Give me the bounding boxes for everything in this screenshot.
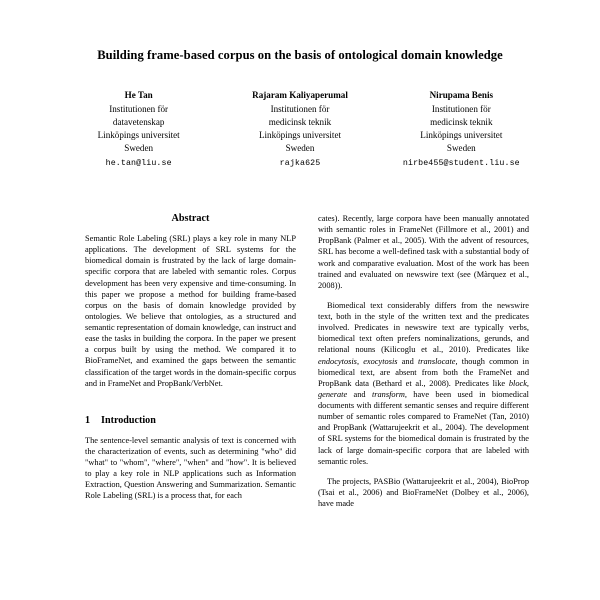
abstract-text: Semantic Role Labeling (SRL) plays a key role in many NLP applications. The development of SRL systems for the biomedical domain is frustrated by the lack of large domain-specific corpora that are labeled with semantic roles. Corpus development has been very expensive and time-consuming. In this paper we propose a method for building frame-based corpus on the basis of domain knowledge provided by ontologies. We believe that ontologies, as a structured and semantic representation of domain knowledge, can instruct and ease the tasks in building the corpora. In the paper we present a corpus built by using the method. We compared it to BioFrameNet, and examined the gaps between the semantic classification of the target words in the domain-specific corpus and in FrameNet and PropBank/VerbNet. [85, 234, 296, 388]
author-affiliation-line: Linköpings universitet [97, 129, 180, 140]
para-run: , [356, 356, 364, 366]
para-run: and [347, 389, 372, 399]
author-affiliation-line: Institutionen för [431, 104, 491, 115]
author-name: He Tan [124, 90, 153, 101]
section-title: Introduction [101, 414, 156, 426]
predicate-transform: transform [371, 389, 405, 399]
para-run: , [526, 378, 529, 388]
author-affiliation-line: medicinsk teknik [430, 116, 493, 127]
predicate-endocytosis: endocytosis [318, 356, 357, 366]
continuation-paragraph: cates). Recently, large corpora have been manually annotated with semantic roles in FrameNet (Fillmore et al., 2001) and PropBank (Palmer et al., 2005). With the advent of resources, SRL has become a well-defined task with a substantial body of work and comparative evaluation. Most of the work has been trained and evaluated on newswire text (see (Màrquez et al., 2008)). [318, 214, 529, 290]
para-run: , have been used in biomedical documents with different semantic senses and require different number of semantic roles compared to FrameNet (Tan, 2010) and PropBank (Wattarujeekrit et al., 2004). The development of SRL systems for the biomedical domain is frustrated by the lack of large domain-specific corpora that are labeled with semantic roles. [318, 389, 529, 466]
author-email: rajka625 [279, 158, 321, 168]
paragraph-spacer [318, 467, 529, 476]
para-run: Biomedical text considerably differs from the newswire text, both in the style of the written text and the predicates involved. Predicates in newswire text are typically verbs, biomedical text often prefers nominalizations, gerunds, and relational nouns (Kilicoglu et al., 2010). Predicates like [318, 300, 529, 355]
author-name: Nirupama Benis [429, 90, 494, 101]
two-column-body [0, 213, 600, 509]
author-affiliation-line: Linköpings universitet [258, 129, 342, 140]
author-country: Sweden [446, 142, 476, 153]
author-affiliation-line: Institutionen för [109, 104, 169, 115]
author-affiliation-line: datavetenskap [112, 116, 165, 127]
author-entry [219, 89, 380, 169]
left-column [85, 213, 296, 509]
paragraph-spacer [318, 291, 529, 300]
author-block [0, 63, 600, 169]
para-run: and [397, 356, 418, 366]
author-entry [381, 89, 542, 169]
para-run: , though common in biomedical text, are absent from both the FrameNet and PropBank data (Bethard et al., 2008). Predicates like [318, 356, 529, 388]
author-country: Sweden [285, 142, 315, 153]
right-column [318, 213, 529, 509]
predicate-block: block [508, 378, 527, 388]
author-affiliation-line: medicinsk teknik [268, 116, 332, 127]
author-affiliation-line: Institutionen för [270, 104, 330, 115]
section-number: 1 [85, 414, 91, 426]
page-title: Building frame-based corpus on the basis of ontological domain knowledge [97, 48, 503, 62]
predicate-generate: generate [318, 389, 348, 399]
predicate-exocytosis: exocytosis [363, 356, 398, 366]
author-entry [58, 89, 219, 169]
projects-paragraph: The projects, PASBio (Wattarujeekrit et al., 2004), BioProp (Tsai et al., 2006) and BioFrameNet (Dolbey et al., 2006), have made [318, 476, 529, 508]
author-email: he.tan@liu.se [105, 158, 172, 168]
author-name: Rajaram Kaliyaperumal [252, 90, 348, 101]
section-heading-introduction [85, 415, 296, 426]
predicate-translocate: translocate [417, 356, 456, 366]
abstract-heading: Abstract [171, 213, 210, 224]
author-country: Sweden [124, 142, 154, 153]
introduction-paragraph: The sentence-level semantic analysis of text is concerned with the characterization of events, such as determining "who" did "what" to "whom", "where", "when" and "how". It is believed to play a key role in NLP applications such as Information Extraction, Question Answering and Summarization. Semantic Role Labeling (SRL) is a process that, for each [85, 435, 296, 501]
author-affiliation-line: Linköpings universitet [420, 129, 503, 140]
author-email: nirbe455@student.liu.se [402, 158, 520, 168]
biomedical-text-paragraph [318, 300, 529, 467]
